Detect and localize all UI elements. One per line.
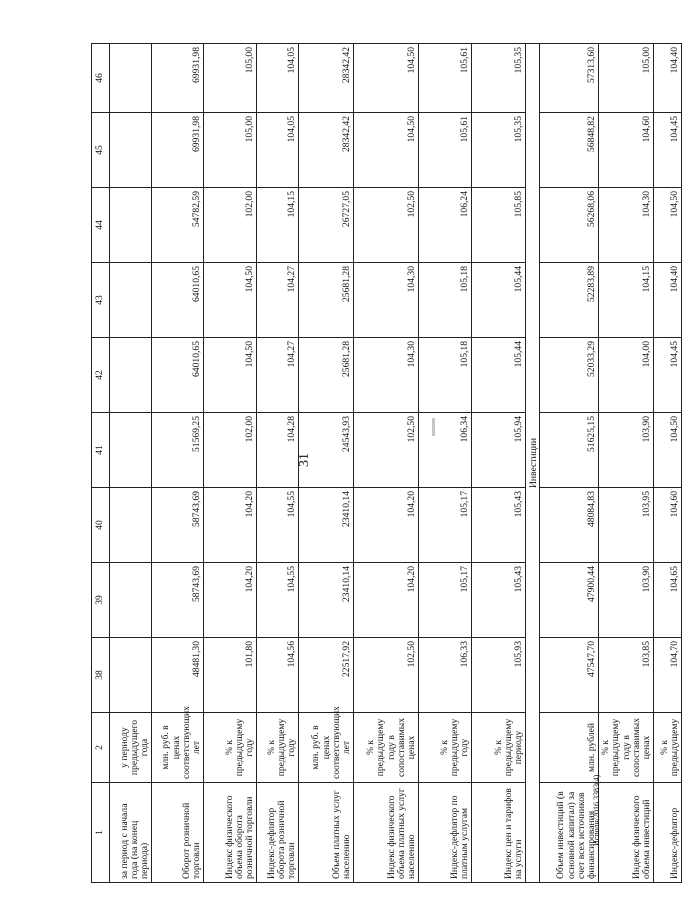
column-header: 46 [92,44,110,113]
table-cell: 104,55 [257,488,299,563]
column-header: 44 [92,188,110,263]
table-cell: 104,45 [654,113,682,188]
table-cell: 25681,28 [299,338,354,413]
row-label: Индекс-дефлятор оборота розничной торговли [257,783,299,883]
column-header: 39 [92,563,110,638]
section-row [526,44,540,883]
table-cell: 25681,28 [299,263,354,338]
row-unit: % к предыдущему году [204,713,257,783]
table-row [472,44,526,883]
row-label: Оборот розничной торговли [152,783,204,883]
rotated-table-container [91,44,680,883]
table-cell: 104,05 [257,113,299,188]
table-cell: 104,27 [257,338,299,413]
table-cell: 105,85 [472,188,526,263]
table-cell: 105,17 [419,563,472,638]
table-cell: 104,50 [654,188,682,263]
table-cell: 103,90 [599,413,654,488]
row-label: Индекс физического объема оборота розничной торговли [204,783,257,883]
table-cell: 104,70 [654,638,682,713]
section-title: Инвестиции [526,44,540,883]
table-row [654,44,682,883]
table-cell [110,113,152,188]
table-row [540,44,599,883]
row-unit: млн. руб. в ценах соответствующих лет [299,713,354,783]
table-cell: 104,30 [354,263,419,338]
table-cell: 104,55 [257,563,299,638]
table-row [204,44,257,883]
table-cell: 105,35 [472,113,526,188]
table-cell [110,413,152,488]
column-header: 2 [92,713,110,783]
table-cell: 104,45 [654,338,682,413]
table-cell: 104,50 [354,113,419,188]
table-cell: 105,35 [472,44,526,113]
table-cell: 23410,14 [299,563,354,638]
table-cell: 54782,59 [152,188,204,263]
document-reference: Исполн/2016.3383(4) [592,774,601,846]
row-label: за период с начала года (на конец периода) [110,783,152,883]
column-header: 40 [92,488,110,563]
table-cell [110,44,152,113]
table-cell: 104,50 [204,263,257,338]
table-cell [110,488,152,563]
row-label: Индекс физического объема инвестиций [599,783,654,883]
row-unit: у периоду предыдущего года [110,713,152,783]
table-cell: 104,65 [654,563,682,638]
row-label: Индекс-дефлятор по платным услугам [419,783,472,883]
table-cell: 104,27 [257,263,299,338]
table-cell: 104,60 [654,488,682,563]
table-cell: 102,50 [354,413,419,488]
table-cell: 104,15 [257,188,299,263]
table-cell: 51625,15 [540,413,599,488]
table-cell [110,338,152,413]
table-cell: 47547,70 [540,638,599,713]
table-cell: 104,50 [354,44,419,113]
table-cell: 105,61 [419,113,472,188]
table-cell: 105,44 [472,263,526,338]
table-cell: 24543,93 [299,413,354,488]
table-cell: 105,18 [419,263,472,338]
row-unit: % к предыдущему [654,713,682,783]
row-label: Объем инвестиций (в основной капитал) за счет всех источников финансирования [540,783,599,883]
table-cell: 5874З,69 [152,488,204,563]
table-header-row [92,44,110,883]
table-cell: 105,61 [419,44,472,113]
row-label: Индекс цен и тарифов на услуги [472,783,526,883]
row-label: Объем платных услуг населению [299,783,354,883]
table-cell: 104,15 [599,263,654,338]
table-row [299,44,354,883]
table-row [257,44,299,883]
table-cell: 103,85 [599,638,654,713]
table-cell: 64010,65 [152,263,204,338]
table-cell: 105,00 [599,44,654,113]
table-cell: 57313,60 [540,44,599,113]
table-cell: 56848,82 [540,113,599,188]
table-cell: 102,00 [204,413,257,488]
table-cell: 103,95 [599,488,654,563]
table-cell: 104,20 [204,563,257,638]
table-row [152,44,204,883]
table-cell: 105,00 [204,113,257,188]
page-number: 31 [297,453,312,467]
table-cell: 105,44 [472,338,526,413]
table-cell: 69931,98 [152,44,204,113]
table-cell: 104,00 [599,338,654,413]
table-cell: 69931,98 [152,113,204,188]
row-unit: млн. рублей [540,713,599,783]
table-cell [110,563,152,638]
table-cell: 64010,65 [152,338,204,413]
table-cell: 47900,44 [540,563,599,638]
column-header: 42 [92,338,110,413]
table-cell: 105,43 [472,488,526,563]
table-cell: 105,18 [419,338,472,413]
table-cell: 56268,06 [540,188,599,263]
table-cell: 102,00 [204,188,257,263]
table-cell: 101,80 [204,638,257,713]
table-cell: 106,33 [419,638,472,713]
table-cell: 103,90 [599,563,654,638]
table-cell: 104,50 [654,413,682,488]
row-unit: % к предыдущему году [419,713,472,783]
table-cell: 104,30 [354,338,419,413]
column-header: 43 [92,263,110,338]
table-cell: 105,00 [204,44,257,113]
table-cell: 104,20 [354,563,419,638]
row-unit: % к предыдущему году в сопоставимых ценах [354,713,419,783]
table-cell: 105,17 [419,488,472,563]
table-cell [110,188,152,263]
table-cell: 106,24 [419,188,472,263]
table-cell: 104,28 [257,413,299,488]
table-cell: 104,56 [257,638,299,713]
table-cell: 102,50 [354,188,419,263]
table-cell: 58743,69 [152,563,204,638]
table-row [354,44,419,883]
table-cell: 52033,29 [540,338,599,413]
column-header: 1 [92,783,110,883]
row-label: Индекс-дефлятор [654,783,682,883]
column-header: 45 [92,113,110,188]
table-cell [110,263,152,338]
table-cell: 48481,30 [152,638,204,713]
column-header: 38 [92,638,110,713]
column-header: 41 [92,413,110,488]
table-row [599,44,654,883]
row-unit: % к предыдущему году [257,713,299,783]
table-cell: 104,50 [204,338,257,413]
table-row [419,44,472,883]
table-cell: 104,05 [257,44,299,113]
table-cell: 52283,89 [540,263,599,338]
row-unit: % к предыдущему периоду [472,713,526,783]
table-cell [110,638,152,713]
table-cell: 102,50 [354,638,419,713]
row-unit: млн. руб. в ценах соответствующих лет [152,713,204,783]
table-cell: 22517,92 [299,638,354,713]
table-cell: 105,43 [472,563,526,638]
table-cell: 105,93 [472,638,526,713]
table-cell: 23410,14 [299,488,354,563]
table-cell: 104,20 [204,488,257,563]
table-cell: 104,30 [599,188,654,263]
table-row [110,44,152,883]
row-label: Индекс физического объема платных услуг населению [354,783,419,883]
table-cell: 105,94 [472,413,526,488]
table-cell: 51569,25 [152,413,204,488]
table-cell: 28342,42 [299,44,354,113]
table-cell: 104,40 [654,44,682,113]
table-cell: 26727,05 [299,188,354,263]
table-cell: 28342,42 [299,113,354,188]
table-cell: 104,60 [599,113,654,188]
table-cell: 104,40 [654,263,682,338]
table-cell: 48084,83 [540,488,599,563]
table-cell: 104,20 [354,488,419,563]
row-unit: % к предыдущему году в сопоставимых ценах [599,713,654,783]
forecast-table [91,43,682,883]
table-cell: 106,34 [419,413,472,488]
